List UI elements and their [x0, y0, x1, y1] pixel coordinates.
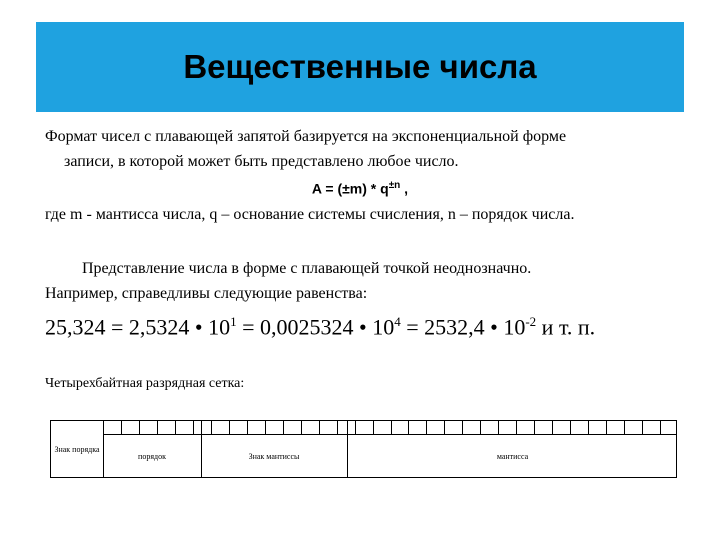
bit-tick: [175, 421, 176, 434]
bit-tick: [498, 421, 499, 434]
bit-tick: [552, 421, 553, 434]
equation-exp-3: -2: [525, 314, 537, 329]
equation-part-4: и т. п.: [536, 314, 596, 340]
equation-part-1: 25,324 = 2,5324 • 10: [45, 314, 231, 340]
bit-tick: [660, 421, 661, 434]
paragraph-ambiguity-line1: Представление числа в форме с плавающей точкой неоднозначно.: [82, 260, 532, 277]
bit-tick: [462, 421, 463, 434]
bit-tick: [301, 421, 302, 434]
paragraph-float-format-line1: Формат чисел с плавающей запятой базируется на экспоненциальной форме: [45, 128, 567, 145]
bit-ticks: [51, 421, 676, 434]
field-sign-order: Знак порядка: [54, 445, 100, 454]
bit-tick: [642, 421, 643, 434]
formula: [0, 180, 720, 197]
field-mantissa: мантисса: [496, 452, 529, 461]
bit-tick: [319, 421, 320, 434]
field-order: порядок: [138, 452, 166, 461]
equation-example: [45, 314, 595, 340]
field-separator: [201, 421, 202, 477]
bit-tick: [588, 421, 589, 434]
bit-tick: [283, 421, 284, 434]
equation-part-3: = 2532,4 • 10: [400, 314, 526, 340]
formula-exponent: ±n: [388, 180, 401, 191]
bit-tick: [337, 421, 338, 434]
page-title: Вещественные числа: [183, 48, 537, 85]
bit-tick: [265, 421, 266, 434]
bit-tick: [391, 421, 392, 434]
bit-tick: [121, 421, 122, 434]
paragraph-bit-grid-caption: Четырехбайтная разрядная сетка:: [45, 376, 245, 391]
formula-main: A = (±m) * q: [311, 180, 389, 197]
bit-tick: [426, 421, 427, 434]
bit-tick: [139, 421, 140, 434]
bit-tick: [355, 421, 356, 434]
field-sign-mantissa: Знак мантиссы: [248, 452, 300, 461]
bit-tick: [373, 421, 374, 434]
bit-tick: [229, 421, 230, 434]
field-separator: [347, 421, 348, 477]
field-separator: [103, 421, 104, 477]
paragraph-float-format-line2: записи, в которой может быть представлено любое число.: [64, 153, 459, 170]
bit-tick: [408, 421, 409, 434]
bit-tick: [157, 421, 158, 434]
bit-tick: [193, 421, 194, 434]
bit-tick: [606, 421, 607, 434]
bit-tick: [624, 421, 625, 434]
bit-row-divider: [103, 434, 676, 435]
equation-part-2: = 0,0025324 • 10: [236, 314, 395, 340]
bit-tick: [516, 421, 517, 434]
bit-tick: [534, 421, 535, 434]
title-banner: [36, 22, 684, 112]
bit-tick: [570, 421, 571, 434]
equation-exp-2: 4: [394, 314, 401, 329]
formula-tail: ,: [400, 180, 409, 197]
bit-tick: [480, 421, 481, 434]
bit-tick: [444, 421, 445, 434]
bit-grid: [50, 420, 677, 478]
paragraph-definitions: где m - мантисса числа, q – основание системы счисления, n – порядок числа.: [45, 206, 575, 223]
bit-tick: [211, 421, 212, 434]
paragraph-ambiguity-line2: Например, справедливы следующие равенства:: [45, 285, 368, 302]
equation-exp-1: 1: [230, 314, 237, 329]
bit-tick: [247, 421, 248, 434]
